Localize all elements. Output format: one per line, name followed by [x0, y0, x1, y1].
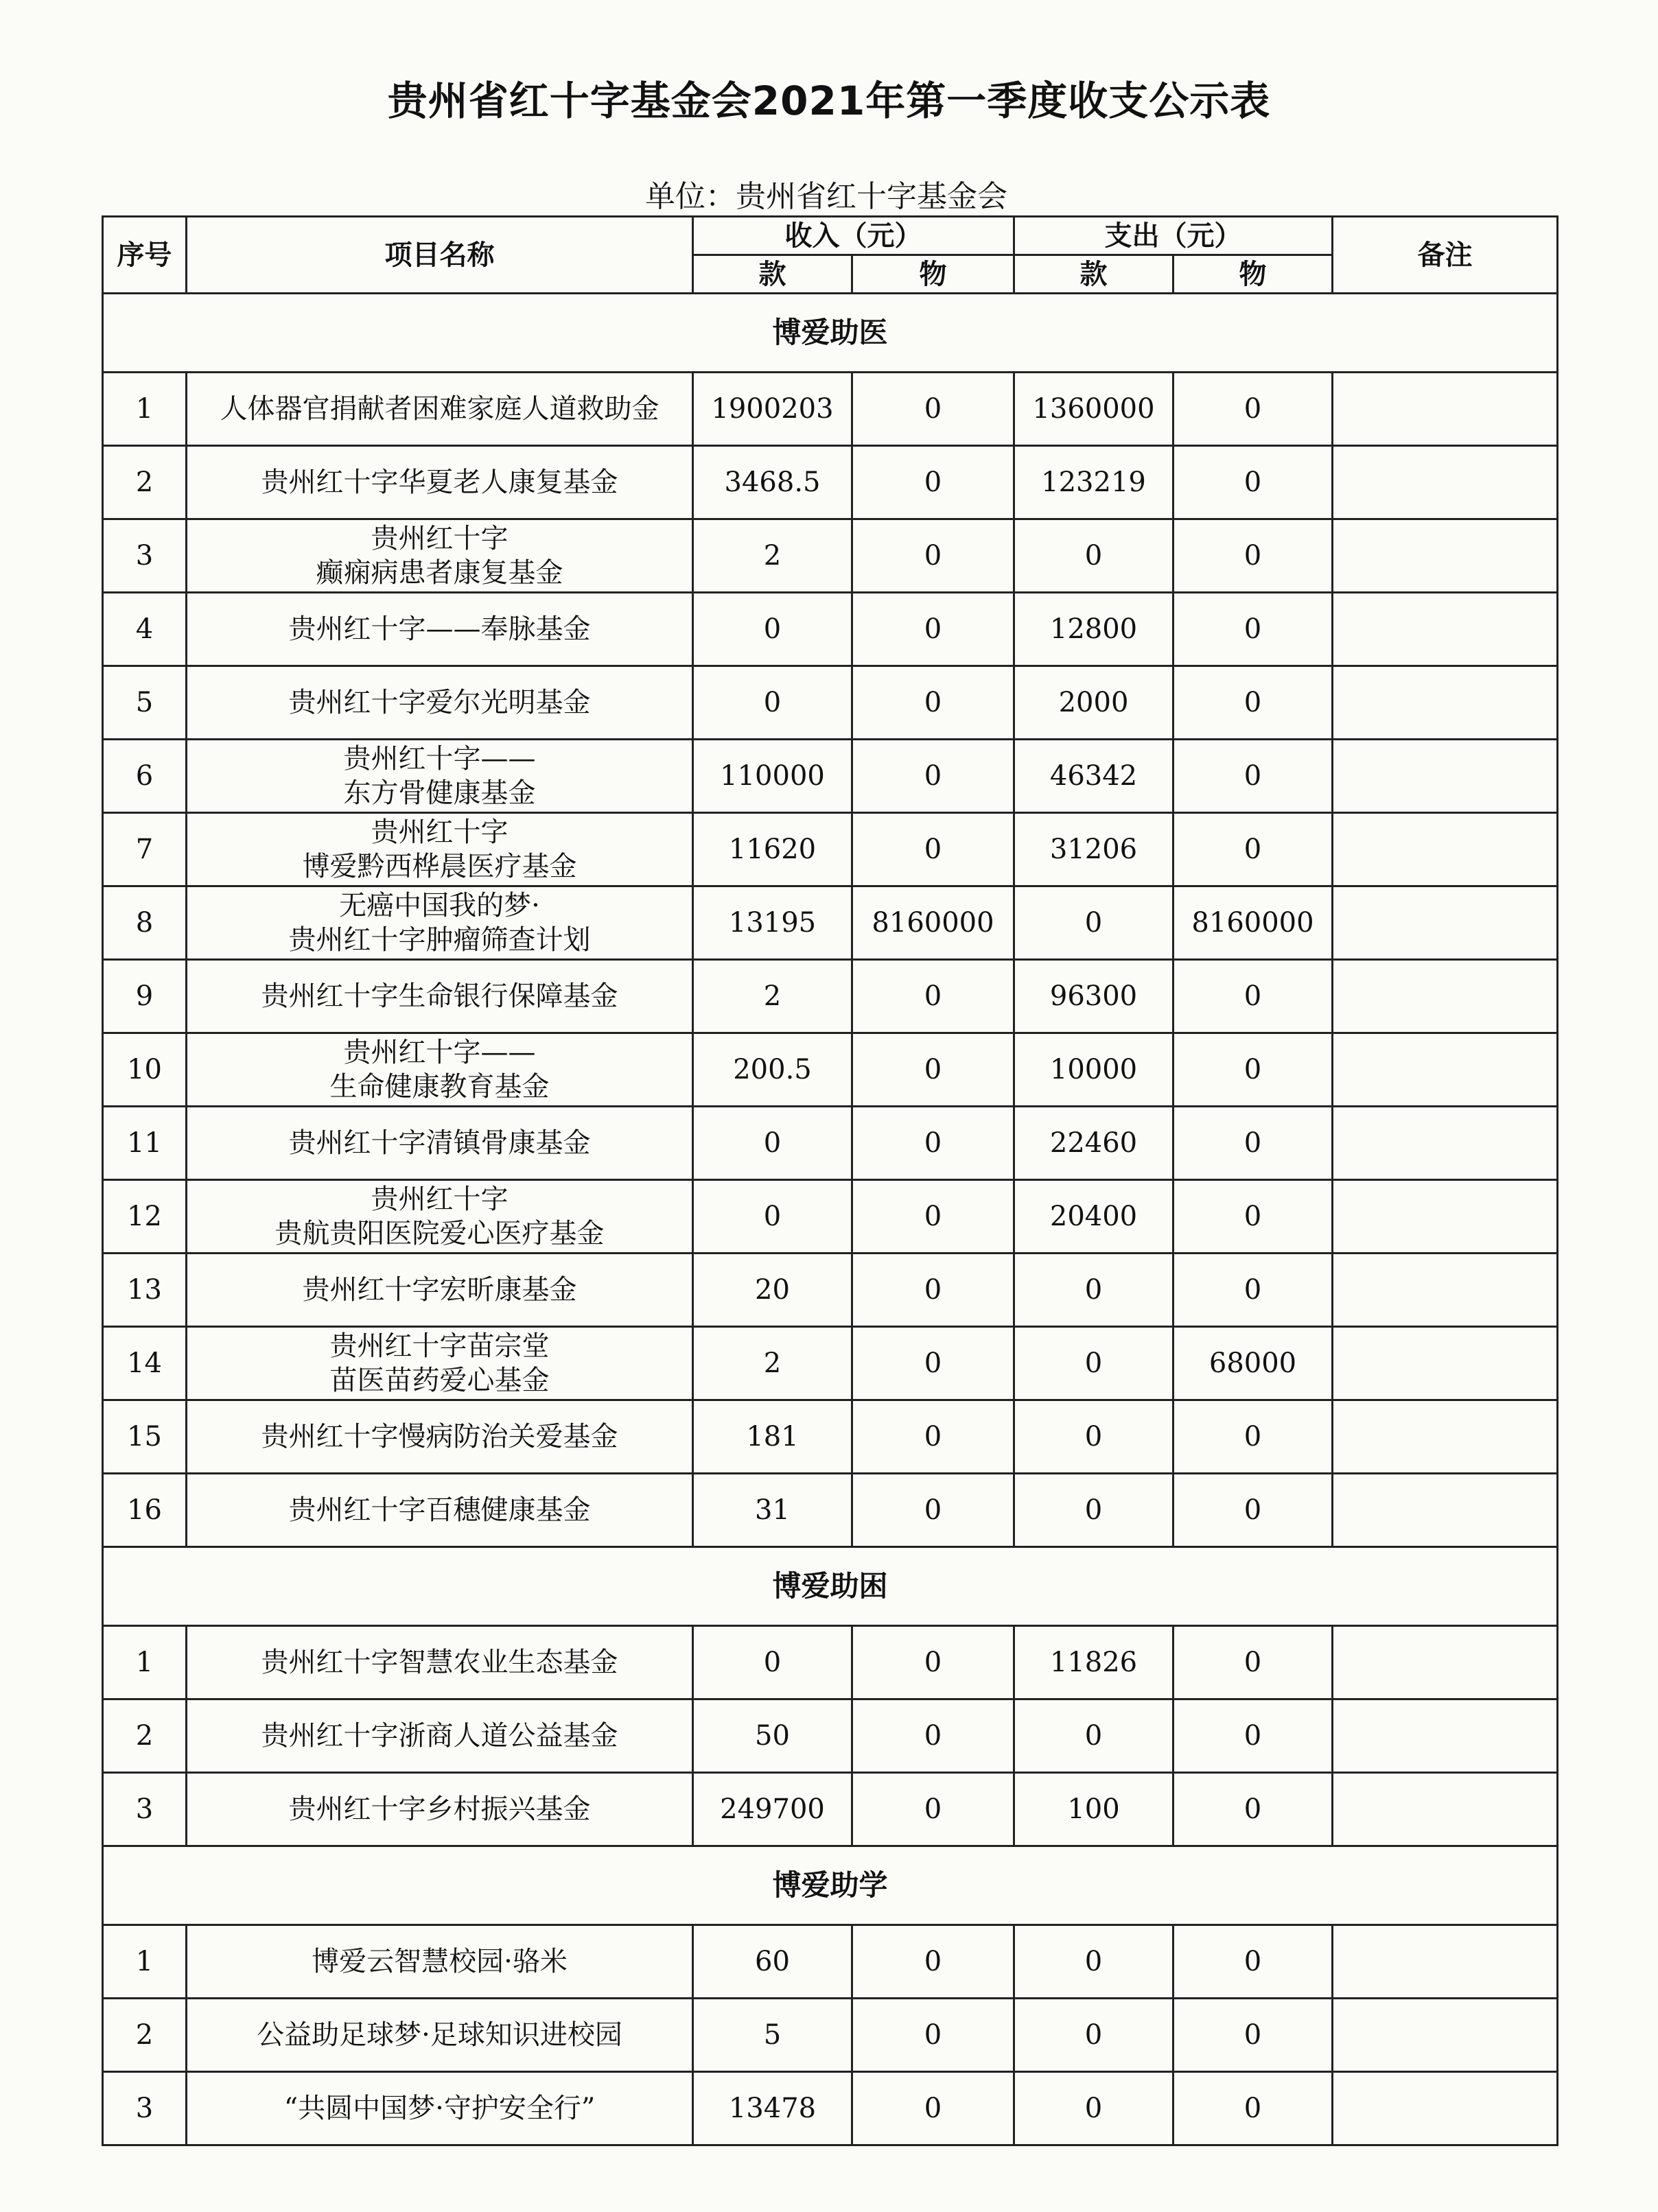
- table-row: [103, 2072, 1558, 2145]
- table-row: [103, 886, 1558, 960]
- cell-project-name: [187, 1999, 693, 2072]
- cell-income-goods: 0: [852, 1180, 1014, 1254]
- cell-expense-cash: 11826: [1014, 1626, 1174, 1699]
- project-name-line: 贵州红十字慢病防治关爱基金: [261, 1421, 618, 1452]
- cell-project-name: [187, 1327, 693, 1400]
- project-name-line: 贵州红十字清镇骨康基金: [288, 1127, 591, 1159]
- project-name-line: 贵州红十字浙商人道公益基金: [261, 1720, 618, 1752]
- cell-expense-cash: 0: [1014, 886, 1174, 960]
- cell-income-goods: 8160000: [852, 886, 1014, 960]
- cell-project-name: [187, 1925, 693, 1999]
- cell-income-goods: 0: [852, 1107, 1014, 1180]
- cell-project-name: [187, 1107, 693, 1180]
- project-name-line: 癫痫病患者康复基金: [316, 557, 563, 589]
- cell-seq: 2: [103, 446, 187, 519]
- project-name-line: 贵航贵阳医院爱心医疗基金: [275, 1218, 605, 1249]
- cell-income-goods: 0: [852, 1626, 1014, 1699]
- table-row: [103, 593, 1558, 666]
- header-expense-cash: 款: [1014, 255, 1174, 294]
- section-row: [103, 294, 1558, 373]
- cell-project-name: [187, 813, 693, 886]
- cell-expense-goods: 0: [1174, 666, 1333, 740]
- cell-income-goods: 0: [852, 740, 1014, 813]
- cell-income-goods: 0: [852, 813, 1014, 886]
- table-row: [103, 1254, 1558, 1327]
- cell-project-name: [187, 373, 693, 446]
- cell-income-cash: 60: [693, 1925, 852, 1999]
- cell-seq: 10: [103, 1033, 187, 1107]
- cell-remark: [1333, 1474, 1558, 1547]
- cell-expense-cash: 12800: [1014, 593, 1174, 666]
- cell-remark: [1333, 1180, 1558, 1254]
- project-name-line: 贵州红十字——: [343, 743, 536, 775]
- cell-income-goods: 0: [852, 1327, 1014, 1400]
- table-row: [103, 813, 1558, 886]
- section-title: 博爱助学: [103, 1846, 1558, 1925]
- table-row: [103, 1033, 1558, 1107]
- cell-expense-goods: 0: [1174, 1925, 1333, 1999]
- cell-expense-goods: 0: [1174, 960, 1333, 1033]
- cell-project-name: [187, 960, 693, 1033]
- section-row: [103, 1846, 1558, 1925]
- cell-remark: [1333, 593, 1558, 666]
- cell-income-goods: 0: [852, 1254, 1014, 1327]
- cell-expense-goods: 0: [1174, 1180, 1333, 1254]
- cell-remark: [1333, 1107, 1558, 1180]
- cell-expense-goods: 0: [1174, 2072, 1333, 2145]
- project-name-line: 贵州红十字——: [343, 1037, 536, 1068]
- project-name-line: 贵州红十字智慧农业生态基金: [261, 1647, 618, 1678]
- table-row: [103, 1180, 1558, 1254]
- cell-expense-goods: 0: [1174, 519, 1333, 593]
- table-row: [103, 1327, 1558, 1400]
- cell-income-cash: 3468.5: [693, 446, 852, 519]
- project-name-line: 无癌中国我的梦·: [339, 890, 540, 921]
- table-row: [103, 519, 1558, 593]
- cell-seq: 12: [103, 1180, 187, 1254]
- cell-income-cash: 181: [693, 1400, 852, 1474]
- cell-expense-goods: 0: [1174, 1107, 1333, 1180]
- cell-project-name: [187, 446, 693, 519]
- unit-label: 单位：贵州省红十字基金会: [645, 179, 1007, 214]
- cell-income-goods: 0: [852, 1474, 1014, 1547]
- cell-seq: 11: [103, 1107, 187, 1180]
- cell-expense-cash: 0: [1014, 1699, 1174, 1773]
- cell-income-cash: 2: [693, 960, 852, 1033]
- cell-expense-cash: 0: [1014, 2072, 1174, 2145]
- cell-remark: [1333, 373, 1558, 446]
- cell-expense-goods: 0: [1174, 1033, 1333, 1107]
- table-row: [103, 1773, 1558, 1846]
- cell-remark: [1333, 2072, 1558, 2145]
- section-title: 博爱助困: [103, 1547, 1558, 1626]
- cell-project-name: [187, 1699, 693, 1773]
- cell-income-cash: 110000: [693, 740, 852, 813]
- cell-income-goods: 0: [852, 593, 1014, 666]
- cell-expense-goods: 8160000: [1174, 886, 1333, 960]
- cell-remark: [1333, 519, 1558, 593]
- cell-seq: 15: [103, 1400, 187, 1474]
- header-seq: 序号: [103, 217, 187, 294]
- cell-seq: 2: [103, 1999, 187, 2072]
- project-name-line: 贵州红十字乡村振兴基金: [288, 1793, 591, 1825]
- cell-remark: [1333, 1033, 1558, 1107]
- cell-seq: 9: [103, 960, 187, 1033]
- cell-remark: [1333, 740, 1558, 813]
- project-name-line: 贵州红十字肿瘤筛查计划: [288, 924, 591, 956]
- cell-expense-goods: 0: [1174, 813, 1333, 886]
- cell-expense-cash: 20400: [1014, 1180, 1174, 1254]
- cell-seq: 1: [103, 373, 187, 446]
- cell-remark: [1333, 446, 1558, 519]
- cell-remark: [1333, 1254, 1558, 1327]
- cell-income-cash: 249700: [693, 1773, 852, 1846]
- cell-income-cash: 0: [693, 666, 852, 740]
- cell-income-goods: 0: [852, 960, 1014, 1033]
- cell-expense-cash: 31206: [1014, 813, 1174, 886]
- cell-remark: [1333, 1999, 1558, 2072]
- table-row: [103, 446, 1558, 519]
- table-row: [103, 740, 1558, 813]
- project-name-line: 贵州红十字爱尔光明基金: [288, 687, 591, 718]
- cell-remark: [1333, 1400, 1558, 1474]
- cell-expense-cash: 0: [1014, 1254, 1174, 1327]
- cell-income-cash: 0: [693, 1180, 852, 1254]
- project-name-line: 博爱黔西桦晨医疗基金: [302, 851, 577, 882]
- project-name-line: 贵州红十字: [371, 523, 509, 554]
- cell-expense-cash: 0: [1014, 1999, 1174, 2072]
- cell-expense-goods: 0: [1174, 1699, 1333, 1773]
- cell-income-cash: 13195: [693, 886, 852, 960]
- cell-expense-cash: 100: [1014, 1773, 1174, 1846]
- finance-table: [102, 215, 1558, 2146]
- cell-income-cash: 2: [693, 519, 852, 593]
- header-income-goods: 物: [852, 255, 1014, 294]
- project-name-line: 人体器官捐献者困难家庭人道救助金: [220, 393, 659, 425]
- cell-expense-goods: 0: [1174, 1999, 1333, 2072]
- header-income: 收入（元）: [693, 217, 1014, 255]
- cell-income-cash: 50: [693, 1699, 852, 1773]
- table-row: [103, 666, 1558, 740]
- cell-income-goods: 0: [852, 1400, 1014, 1474]
- cell-income-goods: 0: [852, 1033, 1014, 1107]
- cell-project-name: [187, 666, 693, 740]
- cell-income-cash: 31: [693, 1474, 852, 1547]
- project-name-line: 苗医苗药爱心基金: [329, 1365, 550, 1396]
- section-title: 博爱助医: [103, 294, 1558, 373]
- cell-project-name: [187, 740, 693, 813]
- project-name-line: 贵州红十字华夏老人康复基金: [261, 467, 618, 498]
- cell-income-goods: 0: [852, 1925, 1014, 1999]
- cell-project-name: [187, 2072, 693, 2145]
- cell-expense-cash: 96300: [1014, 960, 1174, 1033]
- table-body: [103, 294, 1558, 2145]
- cell-project-name: [187, 1626, 693, 1699]
- cell-project-name: [187, 1773, 693, 1846]
- cell-expense-goods: 0: [1174, 1474, 1333, 1547]
- cell-income-goods: 0: [852, 2072, 1014, 2145]
- cell-income-cash: 13478: [693, 2072, 852, 2145]
- cell-expense-goods: 0: [1174, 1400, 1333, 1474]
- cell-expense-cash: 46342: [1014, 740, 1174, 813]
- cell-expense-goods: 0: [1174, 1254, 1333, 1327]
- cell-remark: [1333, 960, 1558, 1033]
- cell-remark: [1333, 1925, 1558, 1999]
- table-row: [103, 1474, 1558, 1547]
- table-row: [103, 1925, 1558, 1999]
- cell-seq: 3: [103, 2072, 187, 2145]
- cell-project-name: [187, 886, 693, 960]
- cell-project-name: [187, 1180, 693, 1254]
- cell-remark: [1333, 813, 1558, 886]
- project-name-line: 东方骨健康基金: [343, 777, 536, 809]
- cell-expense-goods: 0: [1174, 1626, 1333, 1699]
- cell-income-cash: 0: [693, 593, 852, 666]
- cell-expense-cash: 10000: [1014, 1033, 1174, 1107]
- cell-expense-goods: 68000: [1174, 1327, 1333, 1400]
- cell-income-cash: 200.5: [693, 1033, 852, 1107]
- table-row: [103, 960, 1558, 1033]
- cell-remark: [1333, 1327, 1558, 1400]
- project-name-line: 贵州红十字百穗健康基金: [288, 1494, 591, 1526]
- project-name-line: 贵州红十字: [371, 816, 509, 848]
- project-name-line: 生命健康教育基金: [329, 1071, 550, 1103]
- cell-income-goods: 0: [852, 373, 1014, 446]
- cell-remark: [1333, 1699, 1558, 1773]
- cell-income-goods: 0: [852, 1699, 1014, 1773]
- cell-project-name: [187, 593, 693, 666]
- cell-expense-cash: 0: [1014, 1400, 1174, 1474]
- project-name-line: 贵州红十字生命银行保障基金: [261, 980, 618, 1012]
- cell-seq: 1: [103, 1925, 187, 1999]
- section-row: [103, 1547, 1558, 1626]
- cell-seq: 3: [103, 1773, 187, 1846]
- cell-expense-cash: 1360000: [1014, 373, 1174, 446]
- project-name-line: “共圆中国梦·守护安全行”: [283, 2093, 596, 2124]
- cell-expense-goods: 0: [1174, 740, 1333, 813]
- table-row: [103, 1626, 1558, 1699]
- cell-expense-cash: 2000: [1014, 666, 1174, 740]
- cell-project-name: [187, 1474, 693, 1547]
- cell-seq: 2: [103, 1699, 187, 1773]
- cell-expense-goods: 0: [1174, 373, 1333, 446]
- cell-income-goods: 0: [852, 666, 1014, 740]
- cell-seq: 1: [103, 1626, 187, 1699]
- header-expense-goods: 物: [1174, 255, 1333, 294]
- cell-expense-cash: 22460: [1014, 1107, 1174, 1180]
- cell-expense-goods: 0: [1174, 446, 1333, 519]
- header-expense: 支出（元）: [1014, 217, 1333, 255]
- cell-remark: [1333, 1626, 1558, 1699]
- header-name: 项目名称: [187, 217, 693, 294]
- cell-seq: 8: [103, 886, 187, 960]
- cell-remark: [1333, 1773, 1558, 1846]
- cell-expense-cash: 0: [1014, 519, 1174, 593]
- project-name-line: 贵州红十字宏昕康基金: [302, 1274, 577, 1306]
- project-name-line: 公益助足球梦·足球知识进校园: [257, 2019, 622, 2051]
- cell-expense-cash: 0: [1014, 1925, 1174, 1999]
- project-name-line: 贵州红十字: [371, 1184, 509, 1215]
- cell-income-cash: 20: [693, 1254, 852, 1327]
- cell-seq: 5: [103, 666, 187, 740]
- cell-income-cash: 0: [693, 1107, 852, 1180]
- header-income-cash: 款: [693, 255, 852, 294]
- header-remark: 备注: [1333, 217, 1558, 294]
- project-name-line: 贵州红十字——奉脉基金: [288, 613, 591, 645]
- cell-income-cash: 1900203: [693, 373, 852, 446]
- cell-income-cash: 5: [693, 1999, 852, 2072]
- cell-expense-goods: 0: [1174, 593, 1333, 666]
- cell-income-goods: 0: [852, 519, 1014, 593]
- table-row: [103, 1699, 1558, 1773]
- cell-income-goods: 0: [852, 446, 1014, 519]
- cell-project-name: [187, 519, 693, 593]
- cell-income-cash: 11620: [693, 813, 852, 886]
- project-name-line: 博爱云智慧校园·骆米: [312, 1946, 568, 1977]
- table-row: [103, 1999, 1558, 2072]
- cell-income-goods: 0: [852, 1999, 1014, 2072]
- document-title: 贵州省红十字基金会2021年第一季度收支公示表: [387, 78, 1271, 124]
- cell-income-cash: 2: [693, 1327, 852, 1400]
- cell-expense-cash: 123219: [1014, 446, 1174, 519]
- cell-seq: 6: [103, 740, 187, 813]
- table-row: [103, 1107, 1558, 1180]
- cell-project-name: [187, 1400, 693, 1474]
- cell-seq: 3: [103, 519, 187, 593]
- cell-seq: 13: [103, 1254, 187, 1327]
- project-name-line: 贵州红十字苗宗堂: [329, 1330, 550, 1362]
- cell-remark: [1333, 886, 1558, 960]
- table-row: [103, 1400, 1558, 1474]
- cell-expense-cash: 0: [1014, 1327, 1174, 1400]
- cell-expense-cash: 0: [1014, 1474, 1174, 1547]
- cell-seq: 16: [103, 1474, 187, 1547]
- cell-project-name: [187, 1033, 693, 1107]
- cell-income-goods: 0: [852, 1773, 1014, 1846]
- cell-seq: 7: [103, 813, 187, 886]
- cell-seq: 14: [103, 1327, 187, 1400]
- cell-remark: [1333, 666, 1558, 740]
- cell-income-cash: 0: [693, 1626, 852, 1699]
- table-row: [103, 373, 1558, 446]
- cell-seq: 4: [103, 593, 187, 666]
- cell-expense-goods: 0: [1174, 1773, 1333, 1846]
- cell-project-name: [187, 1254, 693, 1327]
